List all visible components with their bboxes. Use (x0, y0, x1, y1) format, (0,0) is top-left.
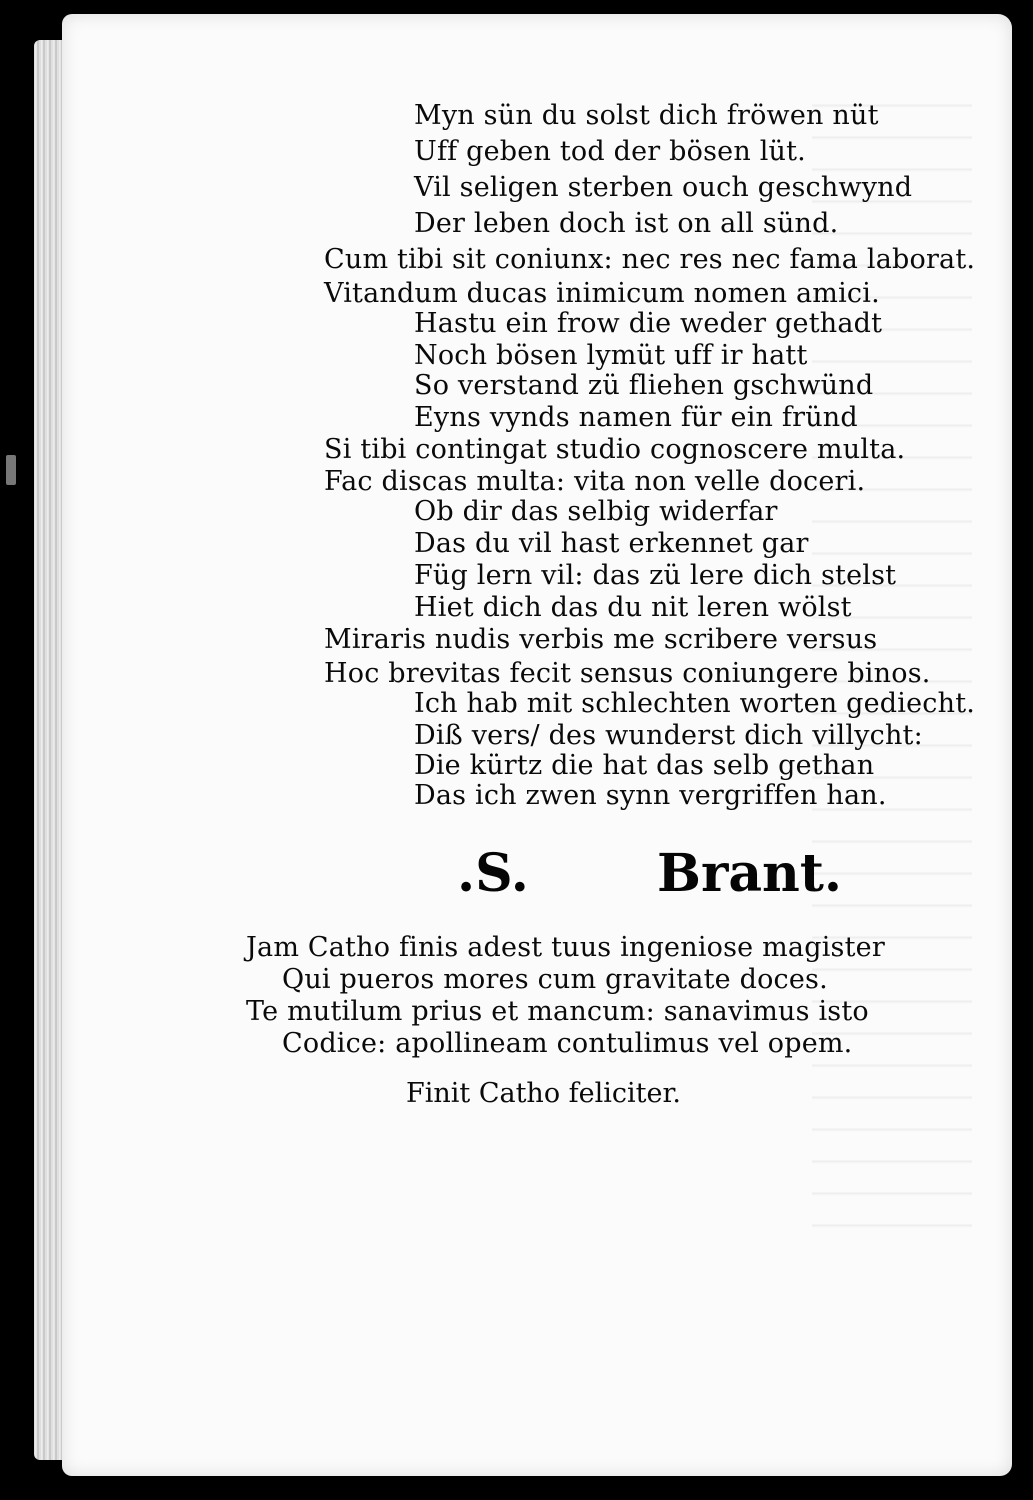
verse-line: Diß vers/ des wunderst dich villycht: (414, 720, 923, 751)
verse-line: Ob dir das selbig widerfar (414, 496, 778, 527)
closing-verse-line: Te mutilum prius et mancum: sanavimus isto (246, 996, 869, 1027)
closing-verse-line: Jam Catho finis adest tuus ingeniose magister (246, 932, 885, 963)
colophon: Finit Catho feliciter. (406, 1078, 682, 1109)
binding-tab (6, 455, 16, 485)
verse-line: Füg lern vil: das zü lere dich stelst (414, 560, 897, 591)
verse-line: Uff geben tod der bösen lüt. (414, 136, 806, 167)
page-sheet (62, 14, 1012, 1476)
verse-line: Noch bösen lymüt uff ir hatt (414, 340, 808, 371)
verse-line: Hastu ein frow die weder gethadt (414, 308, 883, 339)
verse-line: Hoc brevitas fecit sensus coniungere binos. (324, 658, 931, 689)
verse-line: Hiet dich das du nit leren wölst (414, 592, 852, 623)
signature-initial: .S. (457, 843, 529, 904)
verse-line: Die kürtz die hat das selb gethan (414, 750, 875, 781)
signature-surname: Brant. (657, 843, 842, 904)
verse-line: Vitandum ducas inimicum nomen amici. (324, 278, 880, 309)
verse-block (62, 14, 1012, 1476)
verse-line: Das ich zwen synn vergriffen han. (414, 780, 887, 811)
closing-verse-line: Qui pueros mores cum gravitate doces. (282, 964, 828, 995)
verse-line: Miraris nudis verbis me scribere versus (324, 624, 878, 655)
verse-line: Cum tibi sit coniunx: nec res nec fama laborat. (324, 244, 976, 275)
verse-line: Si tibi contingat studio cognoscere multa. (324, 434, 906, 465)
verse-line: Eyns vynds namen für ein fründ (414, 402, 858, 433)
verse-line: Das du vil hast erkennet gar (414, 528, 809, 559)
verse-line: Ich hab mit schlechten worten gediecht. (414, 688, 976, 719)
closing-verse-line: Codice: apollineam contulimus vel opem. (282, 1028, 853, 1059)
verse-line: Fac discas multa: vita non velle doceri. (324, 466, 866, 497)
verse-line: Der leben doch ist on all sünd. (414, 208, 839, 239)
verse-line: Myn sün du solst dich fröwen nüt (414, 100, 879, 131)
page-edges (34, 40, 64, 1460)
verse-line: Vil seligen sterben ouch geschwynd (414, 172, 913, 203)
verse-line: So verstand zü fliehen gschwünd (414, 370, 874, 401)
